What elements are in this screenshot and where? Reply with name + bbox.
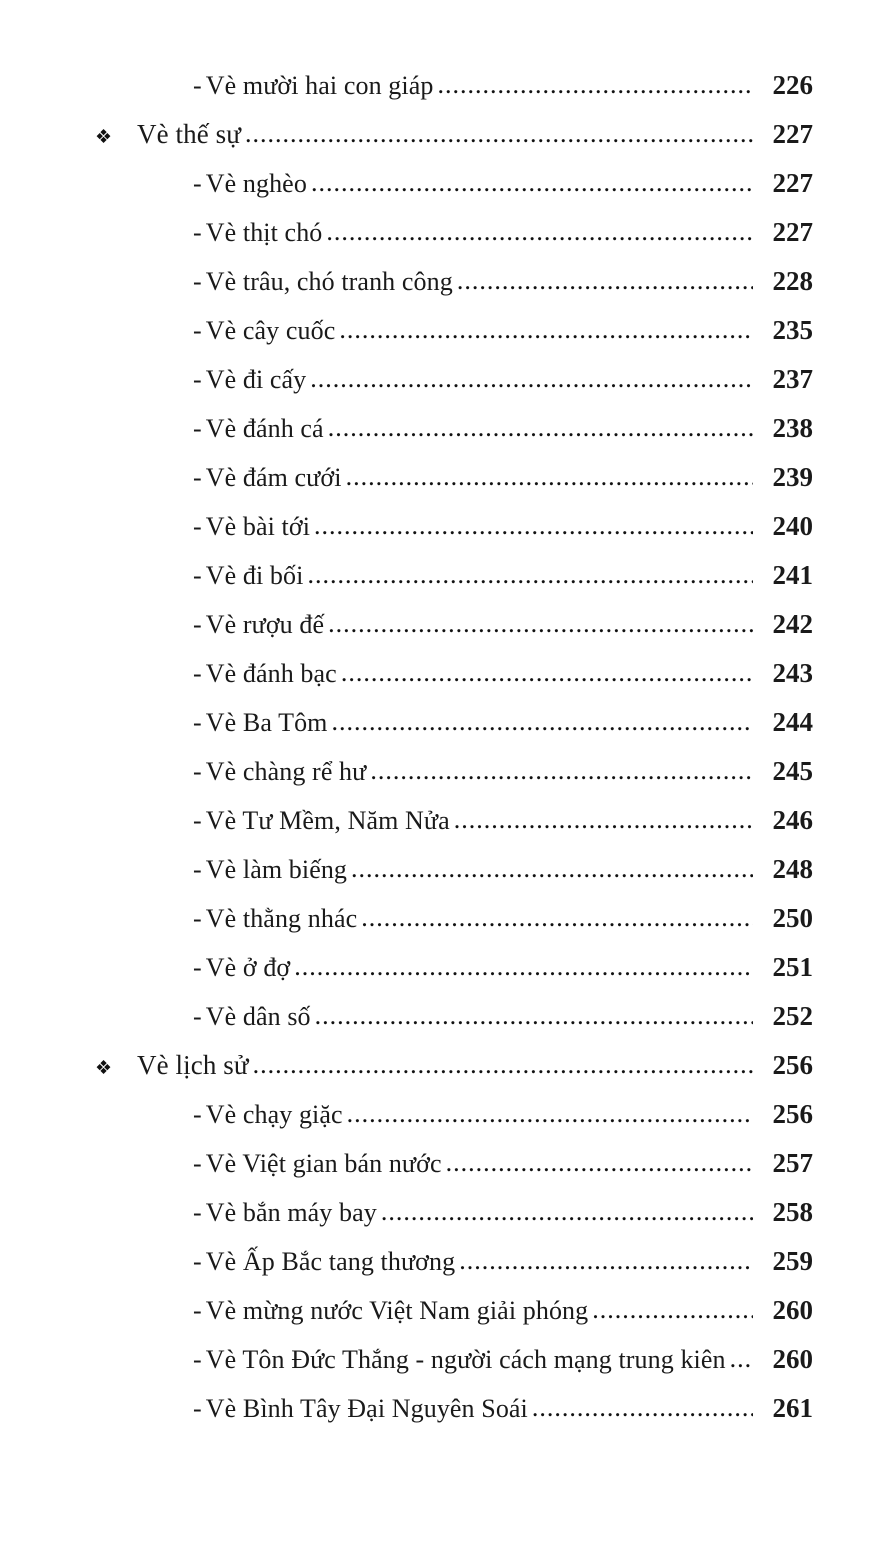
dot-leader (328, 611, 753, 637)
toc-entry-text: Vè đi cấy (205, 365, 307, 394)
dot-leader (592, 1297, 753, 1323)
toc-entry[interactable] (95, 1346, 813, 1373)
toc-entry-label (193, 955, 290, 981)
toc-page-number: 227 (772, 119, 813, 149)
toc-entry[interactable] (95, 1003, 813, 1030)
toc-entry-label (193, 514, 310, 540)
toc-entry-label (193, 808, 450, 834)
dash-marker: - (193, 1247, 202, 1276)
toc-entry-label (193, 367, 306, 393)
toc-page-number: 250 (772, 903, 813, 933)
toc-entry[interactable] (95, 317, 813, 344)
toc-page-number: 251 (772, 952, 813, 982)
dot-leader (326, 219, 753, 245)
dash-marker: - (193, 953, 202, 982)
toc-page-number: 228 (772, 266, 813, 296)
diamond-bullet-icon: ❖ (95, 1058, 113, 1079)
toc-entry-label: Vè lịch sử (137, 1050, 249, 1080)
dash-marker: - (193, 855, 202, 884)
toc-entry[interactable] (95, 1248, 813, 1275)
toc-page-number: 244 (772, 707, 813, 737)
toc-entry[interactable] (95, 1297, 813, 1324)
toc-entry-text: Vè chạy giặc (205, 1100, 343, 1129)
dot-leader (332, 709, 754, 735)
dash-marker: - (193, 1100, 202, 1129)
toc-entry-label (193, 318, 335, 344)
toc-entry-label: Vè thế sự (137, 119, 242, 149)
toc-page-number: 242 (772, 609, 813, 639)
dot-leader (446, 1150, 753, 1176)
dash-marker: - (193, 463, 202, 492)
dot-leader (314, 513, 753, 539)
dash-marker: - (193, 659, 202, 688)
toc-entry-label (193, 759, 366, 785)
dot-leader (730, 1346, 753, 1372)
toc-page-number: 259 (772, 1246, 813, 1276)
dash-marker: - (193, 708, 202, 737)
toc-entry-text: Vè Việt gian bán nước (205, 1149, 442, 1178)
toc-entry[interactable] (95, 1052, 813, 1079)
dash-marker: - (193, 169, 202, 198)
toc-page-number: 260 (772, 1344, 813, 1374)
toc-entry-label (193, 661, 337, 687)
toc-entry[interactable] (95, 709, 813, 736)
toc-entry-text: Vè Tôn Đức Thắng - người cách mạng trung kiên (205, 1345, 726, 1374)
toc-entry-label (193, 906, 357, 932)
toc-entry-label (193, 1200, 377, 1226)
dash-marker: - (193, 1394, 202, 1423)
toc-entry-label (193, 1249, 455, 1275)
dash-marker: - (193, 1296, 202, 1325)
toc-entry[interactable] (95, 170, 813, 197)
toc-entry[interactable] (95, 562, 813, 589)
toc-entry-label (193, 171, 307, 197)
toc-entry-text: Vè nghèo (205, 169, 307, 198)
toc-entry[interactable] (95, 415, 813, 442)
toc-entry[interactable] (95, 268, 813, 295)
toc-page-number: 235 (772, 315, 813, 345)
toc-entry-label (193, 1151, 442, 1177)
toc-entry-text: Vè chàng rể hư (205, 757, 367, 786)
dot-leader (532, 1395, 753, 1421)
toc-entry-label (193, 1102, 343, 1128)
toc-page-number: 256 (772, 1099, 813, 1129)
toc-page-number: 261 (772, 1393, 813, 1423)
toc-entry-text: Vè mười hai con giáp (205, 71, 434, 100)
dot-leader (361, 905, 753, 931)
toc-entry[interactable] (95, 807, 813, 834)
toc-page-number: 258 (772, 1197, 813, 1227)
toc-entry[interactable] (95, 121, 813, 148)
toc-entry-label (193, 1298, 588, 1324)
dash-marker: - (193, 1149, 202, 1178)
toc-page-number: 257 (772, 1148, 813, 1178)
toc-entry-text: Vè đi bối (205, 561, 304, 590)
dash-marker: - (193, 267, 202, 296)
toc-entry-text: Vè ở đợ (205, 953, 291, 982)
dash-marker: - (193, 1198, 202, 1227)
toc-page-number: 245 (772, 756, 813, 786)
toc-entry-text: Vè mừng nước Việt Nam giải phóng (205, 1296, 589, 1325)
dot-leader (351, 856, 753, 882)
dot-leader (315, 1003, 753, 1029)
toc-entry[interactable] (95, 954, 813, 981)
toc-entry-text: Vè Ba Tôm (205, 708, 328, 737)
dot-leader (370, 758, 753, 784)
dot-leader (339, 317, 753, 343)
dash-marker: - (193, 1345, 202, 1374)
dash-marker: - (193, 561, 202, 590)
toc-entry-text: Vè bài tới (205, 512, 311, 541)
toc-entry-text: Vè bắn máy bay (205, 1198, 377, 1227)
toc-entry-label (193, 465, 342, 491)
dash-marker: - (193, 1002, 202, 1031)
dot-leader (459, 1248, 753, 1274)
dot-leader (346, 464, 753, 490)
toc-page-number: 227 (772, 217, 813, 247)
dash-marker: - (193, 316, 202, 345)
dash-marker: - (193, 218, 202, 247)
toc-entry[interactable] (95, 758, 813, 785)
toc-page-number: 227 (772, 168, 813, 198)
dot-leader (328, 415, 753, 441)
dot-leader (294, 954, 753, 980)
dot-leader (307, 562, 753, 588)
toc-page-number: 238 (772, 413, 813, 443)
toc-page-number: 243 (772, 658, 813, 688)
toc-entry-label (193, 73, 433, 99)
toc-entry-text: Vè đánh bạc (205, 659, 337, 688)
toc-entry-text: Vè Ấp Bắc tang thương (205, 1247, 456, 1276)
toc-entry-label (193, 269, 453, 295)
toc-page-number: 246 (772, 805, 813, 835)
dot-leader (245, 121, 753, 147)
toc-page-number: 237 (772, 364, 813, 394)
dot-leader (457, 268, 753, 294)
toc-page-number: 241 (772, 560, 813, 590)
dot-leader (311, 170, 753, 196)
toc-entry[interactable] (95, 366, 813, 393)
toc-page-number: 252 (772, 1001, 813, 1031)
dot-leader (341, 660, 753, 686)
toc-page-number: 239 (772, 462, 813, 492)
dash-marker: - (193, 806, 202, 835)
toc-entry-label (193, 416, 324, 442)
toc-entry-text: Vè cây cuốc (205, 316, 336, 345)
toc-entry[interactable] (95, 513, 813, 540)
toc-entry[interactable] (95, 905, 813, 932)
toc-entry-label (193, 220, 322, 246)
toc-entry-text: Vè đánh cá (205, 414, 324, 443)
toc-entry-label (193, 612, 324, 638)
toc-page-number: 248 (772, 854, 813, 884)
dash-marker: - (193, 365, 202, 394)
toc-entry-text: Vè rượu đế (205, 610, 325, 639)
dot-leader (381, 1199, 753, 1225)
toc-page-number: 240 (772, 511, 813, 541)
toc-entry[interactable] (95, 660, 813, 687)
toc-entry[interactable] (95, 1199, 813, 1226)
dash-marker: - (193, 904, 202, 933)
diamond-bullet-icon: ❖ (95, 127, 113, 148)
toc-entry[interactable] (95, 1150, 813, 1177)
toc-entry-text: Vè làm biếng (205, 855, 348, 884)
dot-leader (310, 366, 753, 392)
toc-entry-text: Vè Bình Tây Đại Nguyên Soái (205, 1394, 528, 1423)
toc-entry-label (193, 1004, 311, 1030)
toc-entry-text: Vè đám cưới (205, 463, 342, 492)
toc-entry[interactable] (95, 856, 813, 883)
toc-entry[interactable] (95, 611, 813, 638)
dash-marker: - (193, 71, 202, 100)
dash-marker: - (193, 414, 202, 443)
dash-marker: - (193, 757, 202, 786)
toc-entry-text: Vè trâu, chó tranh công (205, 267, 453, 296)
toc-entry-label (193, 563, 303, 589)
toc-entry-text: Vè dân số (205, 1002, 311, 1031)
toc-entry-text: Vè Tư Mềm, Năm Nửa (205, 806, 450, 835)
toc-entry[interactable] (95, 1101, 813, 1128)
toc-entry-label (193, 1396, 528, 1422)
toc-entry-label (193, 1347, 726, 1373)
toc-entry-label (193, 857, 347, 883)
dot-leader (437, 72, 753, 98)
toc-entry-text: Vè thằng nhác (205, 904, 358, 933)
toc-page-number: 256 (772, 1050, 813, 1080)
toc-entry[interactable] (95, 464, 813, 491)
dot-leader (454, 807, 753, 833)
toc-entry-label (193, 710, 328, 736)
dot-leader (347, 1101, 753, 1127)
toc-page-number: 226 (772, 70, 813, 100)
toc-entry-text: Vè thịt chó (205, 218, 323, 247)
toc-entry[interactable] (95, 72, 813, 99)
toc-page-number: 260 (772, 1295, 813, 1325)
toc-entry[interactable] (95, 219, 813, 246)
dash-marker: - (193, 610, 202, 639)
dash-marker: - (193, 512, 202, 541)
toc-entry[interactable] (95, 1395, 813, 1422)
dot-leader (253, 1052, 753, 1078)
toc-list (95, 72, 813, 1422)
